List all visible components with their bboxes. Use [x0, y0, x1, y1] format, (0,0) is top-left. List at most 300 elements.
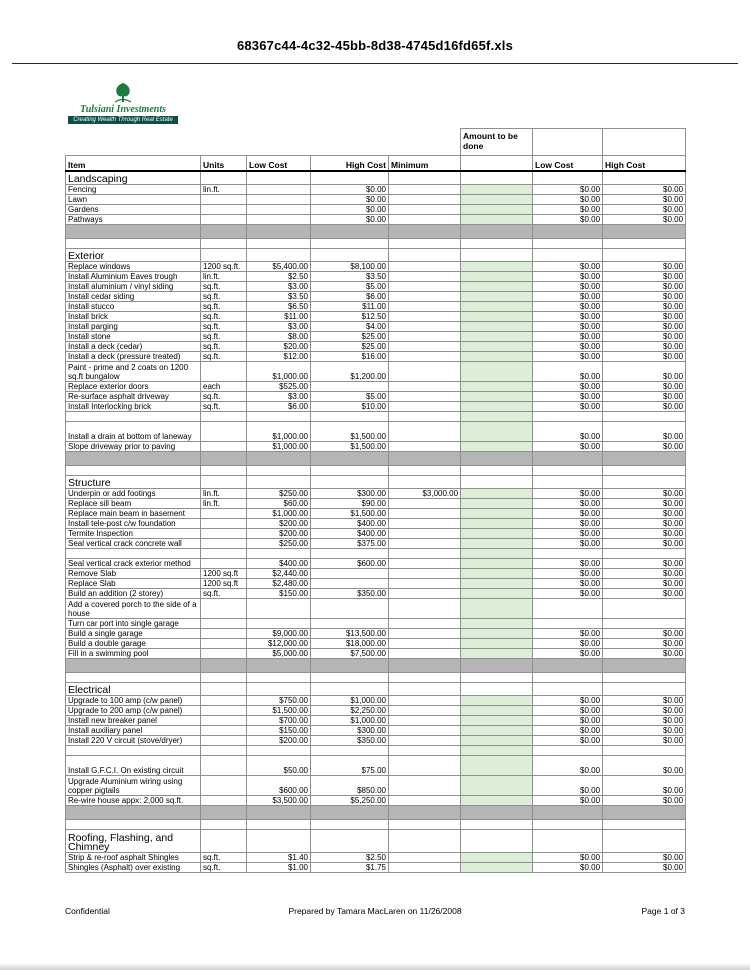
low-cost-2-cell: $0.00 [533, 519, 603, 529]
low-cost-cell [247, 205, 311, 215]
high-cost-2-cell: $0.00 [603, 489, 686, 499]
separator-row [66, 225, 686, 239]
high-cost-cell: $75.00 [311, 756, 389, 776]
low-cost-cell [247, 746, 311, 756]
empty-item-row [66, 549, 686, 559]
spacer-row [66, 466, 686, 476]
col-header-low-cost: Low Cost [247, 156, 311, 172]
low-cost-cell [247, 830, 311, 853]
units-cell: sq.ft. [201, 863, 247, 873]
low-cost-cell: $12,000.00 [247, 639, 311, 649]
units-cell [201, 726, 247, 736]
item-row [66, 599, 686, 619]
high-cost-cell [311, 452, 389, 466]
high-cost-2-cell: $0.00 [603, 649, 686, 659]
high-cost-2-cell [603, 549, 686, 559]
item-cell [66, 452, 201, 466]
amount-cell [461, 736, 533, 746]
low-cost-cell [247, 195, 311, 205]
item-row [66, 282, 686, 292]
units-cell [201, 171, 247, 185]
amount-cell [461, 402, 533, 412]
footer-prepared-by: Prepared by Tamara MacLaren on 11/26/2008 [288, 906, 462, 916]
item-cell: Install parging [66, 322, 201, 332]
low-cost-2-cell: $0.00 [533, 342, 603, 352]
minimum-cell [389, 292, 461, 302]
section-header-row [66, 683, 686, 696]
units-cell: lin.ft. [201, 185, 247, 195]
low-cost-2-cell: $0.00 [533, 736, 603, 746]
amount-cell [461, 292, 533, 302]
item-row [66, 292, 686, 302]
low-cost-cell: $1,500.00 [247, 706, 311, 716]
low-cost-2-cell [533, 476, 603, 489]
item-row [66, 272, 686, 282]
high-cost-2-cell [603, 225, 686, 239]
high-cost-cell: $2,250.00 [311, 706, 389, 716]
units-cell: sq.ft. [201, 282, 247, 292]
high-cost-2-cell: $0.00 [603, 332, 686, 342]
low-cost-cell: $1,000.00 [247, 422, 311, 442]
item-cell: Build a double garage [66, 639, 201, 649]
low-cost-cell: $1.40 [247, 853, 311, 863]
item-cell: Upgrade to 100 amp (c/w panel) [66, 696, 201, 706]
high-cost-2-cell: $0.00 [603, 302, 686, 312]
header-empty-cell [533, 129, 603, 156]
units-cell: 1200 sq.ft [201, 579, 247, 589]
item-cell: Replace windows [66, 262, 201, 272]
amount-cell [461, 589, 533, 599]
high-cost-cell: $5.00 [311, 282, 389, 292]
amount-cell [461, 332, 533, 342]
minimum-cell [389, 171, 461, 185]
high-cost-2-cell: $0.00 [603, 312, 686, 322]
low-cost-cell: $20.00 [247, 342, 311, 352]
low-cost-2-cell: $0.00 [533, 509, 603, 519]
item-cell [66, 820, 201, 830]
section-label: Roofing, Flashing, and Chimney [66, 830, 201, 853]
amount-cell [461, 499, 533, 509]
amount-cell [461, 466, 533, 476]
minimum-cell [389, 776, 461, 796]
high-cost-2-cell: $0.00 [603, 392, 686, 402]
high-cost-cell: $13,500.00 [311, 629, 389, 639]
item-row [66, 519, 686, 529]
high-cost-2-cell: $0.00 [603, 382, 686, 392]
low-cost-2-cell: $0.00 [533, 185, 603, 195]
item-row [66, 262, 686, 272]
item-row [66, 649, 686, 659]
high-cost-cell [311, 806, 389, 820]
item-row [66, 863, 686, 873]
minimum-cell [389, 736, 461, 746]
item-cell [66, 659, 201, 673]
item-cell: Add a covered porch to the side of a house [66, 599, 201, 619]
low-cost-2-cell [533, 659, 603, 673]
low-cost-2-cell [533, 225, 603, 239]
high-cost-cell: $25.00 [311, 332, 389, 342]
section-label: Landscaping [66, 171, 201, 185]
high-cost-2-cell: $0.00 [603, 215, 686, 225]
item-cell: Install G.F.C.I. On existing circuit [66, 756, 201, 776]
item-row [66, 195, 686, 205]
high-cost-2-cell: $0.00 [603, 569, 686, 579]
units-cell [201, 649, 247, 659]
high-cost-cell [311, 579, 389, 589]
amount-cell [461, 549, 533, 559]
high-cost-cell [311, 225, 389, 239]
empty-item-row [66, 746, 686, 756]
minimum-cell [389, 820, 461, 830]
item-row [66, 706, 686, 716]
high-cost-2-cell: $0.00 [603, 589, 686, 599]
low-cost-2-cell [533, 673, 603, 683]
amount-cell [461, 569, 533, 579]
item-cell: Install stucco [66, 302, 201, 312]
item-cell: Paint - prime and 2 coats on 1200 sq.ft bungalow [66, 362, 201, 382]
title-divider [12, 63, 738, 64]
low-cost-cell [247, 239, 311, 249]
high-cost-2-cell: $0.00 [603, 205, 686, 215]
header-empty-cell [603, 129, 686, 156]
item-row [66, 362, 686, 382]
minimum-cell [389, 629, 461, 639]
low-cost-2-cell: $0.00 [533, 629, 603, 639]
units-cell: 1200 sq.ft [201, 569, 247, 579]
high-cost-cell: $18,000.00 [311, 639, 389, 649]
low-cost-2-cell [533, 239, 603, 249]
units-cell [201, 362, 247, 382]
low-cost-2-cell [533, 466, 603, 476]
minimum-cell [389, 746, 461, 756]
high-cost-2-cell: $0.00 [603, 736, 686, 746]
high-cost-2-cell: $0.00 [603, 272, 686, 282]
high-cost-2-cell: $0.00 [603, 342, 686, 352]
low-cost-cell: $5,400.00 [247, 262, 311, 272]
amount-cell [461, 509, 533, 519]
amount-cell [461, 830, 533, 853]
minimum-cell [389, 332, 461, 342]
low-cost-cell [247, 619, 311, 629]
units-cell [201, 205, 247, 215]
item-row [66, 442, 686, 452]
section-label: Electrical [66, 683, 201, 696]
minimum-cell [389, 272, 461, 282]
low-cost-2-cell [533, 746, 603, 756]
amount-cell [461, 225, 533, 239]
high-cost-2-cell [603, 412, 686, 422]
high-cost-2-cell: $0.00 [603, 292, 686, 302]
high-cost-cell [311, 239, 389, 249]
item-row [66, 489, 686, 499]
tulsiani-tree-emblem-icon [68, 82, 178, 104]
amount-cell [461, 639, 533, 649]
item-row [66, 392, 686, 402]
amount-cell [461, 756, 533, 776]
amount-cell [461, 312, 533, 322]
low-cost-cell: $60.00 [247, 499, 311, 509]
high-cost-2-cell: $0.00 [603, 402, 686, 412]
minimum-cell [389, 312, 461, 322]
high-cost-2-cell: $0.00 [603, 776, 686, 796]
units-cell [201, 215, 247, 225]
low-cost-cell [247, 185, 311, 195]
amount-cell [461, 342, 533, 352]
low-cost-2-cell: $0.00 [533, 262, 603, 272]
high-cost-2-cell: $0.00 [603, 539, 686, 549]
minimum-cell [389, 806, 461, 820]
low-cost-cell: $150.00 [247, 589, 311, 599]
minimum-cell [389, 452, 461, 466]
high-cost-2-cell: $0.00 [603, 195, 686, 205]
units-cell [201, 476, 247, 489]
minimum-cell [389, 619, 461, 629]
high-cost-cell: $2.50 [311, 853, 389, 863]
item-cell: Turn car port into single garage [66, 619, 201, 629]
amount-cell [461, 629, 533, 639]
low-cost-2-cell: $0.00 [533, 529, 603, 539]
amount-cell [461, 673, 533, 683]
amount-cell [461, 539, 533, 549]
minimum-cell [389, 499, 461, 509]
high-cost-cell: $1,200.00 [311, 362, 389, 382]
amount-cell [461, 659, 533, 673]
item-cell [66, 466, 201, 476]
item-row [66, 302, 686, 312]
low-cost-cell [247, 215, 311, 225]
high-cost-2-cell: $0.00 [603, 362, 686, 382]
cost-estimate-table [65, 128, 686, 873]
amount-cell [461, 302, 533, 312]
high-cost-2-cell [603, 659, 686, 673]
separator-row [66, 452, 686, 466]
col-header-amount [461, 156, 533, 172]
item-row [66, 796, 686, 806]
amount-cell [461, 853, 533, 863]
minimum-cell [389, 509, 461, 519]
high-cost-cell: $0.00 [311, 195, 389, 205]
high-cost-cell: $12.50 [311, 312, 389, 322]
high-cost-2-cell [603, 619, 686, 629]
header-spacer [66, 129, 461, 156]
item-row [66, 215, 686, 225]
high-cost-2-cell [603, 673, 686, 683]
low-cost-cell: $600.00 [247, 776, 311, 796]
section-header-row [66, 171, 686, 185]
low-cost-2-cell [533, 171, 603, 185]
high-cost-2-cell [603, 249, 686, 262]
amount-cell [461, 619, 533, 629]
low-cost-2-cell: $0.00 [533, 589, 603, 599]
item-cell: Install Aluminium Eaves trough [66, 272, 201, 282]
low-cost-2-cell: $0.00 [533, 382, 603, 392]
minimum-cell [389, 599, 461, 619]
item-cell [66, 673, 201, 683]
low-cost-cell [247, 466, 311, 476]
column-header-row [66, 156, 686, 172]
item-cell: Pathways [66, 215, 201, 225]
low-cost-cell: $3,500.00 [247, 796, 311, 806]
low-cost-cell: $250.00 [247, 489, 311, 499]
item-cell: Replace exterior doors [66, 382, 201, 392]
low-cost-cell [247, 683, 311, 696]
amount-cell [461, 215, 533, 225]
high-cost-cell: $1,500.00 [311, 509, 389, 519]
low-cost-2-cell: $0.00 [533, 322, 603, 332]
company-logo [68, 82, 178, 124]
item-row [66, 332, 686, 342]
high-cost-cell [311, 569, 389, 579]
low-cost-cell: $8.00 [247, 332, 311, 342]
low-cost-cell: $250.00 [247, 539, 311, 549]
units-cell: sq.ft. [201, 352, 247, 362]
item-cell: Install aluminium / vinyl siding [66, 282, 201, 292]
high-cost-2-cell: $0.00 [603, 262, 686, 272]
units-cell [201, 559, 247, 569]
low-cost-2-cell: $0.00 [533, 272, 603, 282]
low-cost-2-cell: $0.00 [533, 499, 603, 509]
low-cost-2-cell [533, 619, 603, 629]
units-cell [201, 696, 247, 706]
item-cell: Seal vertical crack exterior method [66, 559, 201, 569]
item-row [66, 776, 686, 796]
minimum-cell [389, 706, 461, 716]
minimum-cell [389, 659, 461, 673]
units-cell [201, 806, 247, 820]
low-cost-2-cell: $0.00 [533, 569, 603, 579]
minimum-cell [389, 185, 461, 195]
units-cell: sq.ft. [201, 392, 247, 402]
minimum-cell [389, 579, 461, 589]
low-cost-cell [247, 659, 311, 673]
company-name: Tulsiani Investments [79, 104, 167, 115]
units-cell [201, 776, 247, 796]
amount-cell [461, 239, 533, 249]
amount-cell [461, 476, 533, 489]
units-cell [201, 519, 247, 529]
high-cost-cell [311, 412, 389, 422]
high-cost-2-cell: $0.00 [603, 442, 686, 452]
low-cost-2-cell: $0.00 [533, 215, 603, 225]
minimum-cell [389, 382, 461, 392]
high-cost-2-cell: $0.00 [603, 559, 686, 569]
units-cell [201, 509, 247, 519]
high-cost-cell: $1,500.00 [311, 422, 389, 442]
low-cost-cell: $6.00 [247, 402, 311, 412]
low-cost-2-cell: $0.00 [533, 442, 603, 452]
item-row [66, 185, 686, 195]
minimum-cell [389, 559, 461, 569]
minimum-cell [389, 322, 461, 332]
low-cost-2-cell: $0.00 [533, 756, 603, 776]
spacer-row [66, 820, 686, 830]
units-cell: sq.ft. [201, 322, 247, 332]
units-cell [201, 442, 247, 452]
units-cell: sq.ft. [201, 302, 247, 312]
high-cost-cell [311, 820, 389, 830]
low-cost-2-cell: $0.00 [533, 362, 603, 382]
high-cost-cell [311, 683, 389, 696]
amount-cell [461, 746, 533, 756]
spacer-row [66, 239, 686, 249]
amount-cell [461, 322, 533, 332]
high-cost-cell [311, 476, 389, 489]
low-cost-2-cell: $0.00 [533, 312, 603, 322]
minimum-cell [389, 519, 461, 529]
low-cost-cell: $3.00 [247, 392, 311, 402]
item-cell: Replace Slab [66, 579, 201, 589]
item-cell: Upgrade Aluminium wiring using copper pigtails [66, 776, 201, 796]
amount-cell [461, 412, 533, 422]
low-cost-cell: $200.00 [247, 736, 311, 746]
item-cell: Install new breaker panel [66, 716, 201, 726]
minimum-cell [389, 362, 461, 382]
low-cost-cell: $750.00 [247, 696, 311, 706]
low-cost-cell: $6.50 [247, 302, 311, 312]
low-cost-cell: $3.00 [247, 282, 311, 292]
high-cost-cell: $1,000.00 [311, 716, 389, 726]
item-row [66, 736, 686, 746]
low-cost-2-cell: $0.00 [533, 402, 603, 412]
minimum-cell [389, 412, 461, 422]
high-cost-2-cell: $0.00 [603, 579, 686, 589]
minimum-cell [389, 442, 461, 452]
high-cost-cell: $4.00 [311, 322, 389, 332]
minimum-cell [389, 402, 461, 412]
minimum-cell [389, 195, 461, 205]
minimum-cell [389, 239, 461, 249]
units-cell [201, 249, 247, 262]
low-cost-cell: $2.50 [247, 272, 311, 282]
high-cost-cell: $90.00 [311, 499, 389, 509]
units-cell [201, 195, 247, 205]
low-cost-cell: $1,000.00 [247, 442, 311, 452]
item-cell: Install 220 V circuit (stove/dryer) [66, 736, 201, 746]
high-cost-cell [311, 746, 389, 756]
item-row [66, 312, 686, 322]
item-cell: Remove Slab [66, 569, 201, 579]
low-cost-cell: $50.00 [247, 756, 311, 776]
item-row [66, 539, 686, 549]
high-cost-2-cell [603, 171, 686, 185]
units-cell: each [201, 382, 247, 392]
high-cost-cell: $1,500.00 [311, 442, 389, 452]
low-cost-2-cell [533, 452, 603, 466]
low-cost-2-cell: $0.00 [533, 195, 603, 205]
amount-cell [461, 205, 533, 215]
low-cost-cell: $3.50 [247, 292, 311, 302]
minimum-cell [389, 249, 461, 262]
item-cell: Build a single garage [66, 629, 201, 639]
amount-cell [461, 529, 533, 539]
units-cell: sq.ft. [201, 342, 247, 352]
col-header-high-cost-2: High Cost [603, 156, 686, 172]
minimum-cell [389, 422, 461, 442]
units-cell [201, 830, 247, 853]
minimum-cell: $3,000.00 [389, 489, 461, 499]
units-cell [201, 539, 247, 549]
company-tagline: Creating Wealth Through Real Estate [68, 116, 178, 124]
item-row [66, 342, 686, 352]
item-cell: Install Interlocking brick [66, 402, 201, 412]
units-cell: lin.ft. [201, 489, 247, 499]
high-cost-2-cell: $0.00 [603, 322, 686, 332]
high-cost-cell: $400.00 [311, 519, 389, 529]
minimum-cell [389, 262, 461, 272]
units-cell: sq.ft. [201, 292, 247, 302]
units-cell: 1200 sq.ft. [201, 262, 247, 272]
minimum-cell [389, 696, 461, 706]
